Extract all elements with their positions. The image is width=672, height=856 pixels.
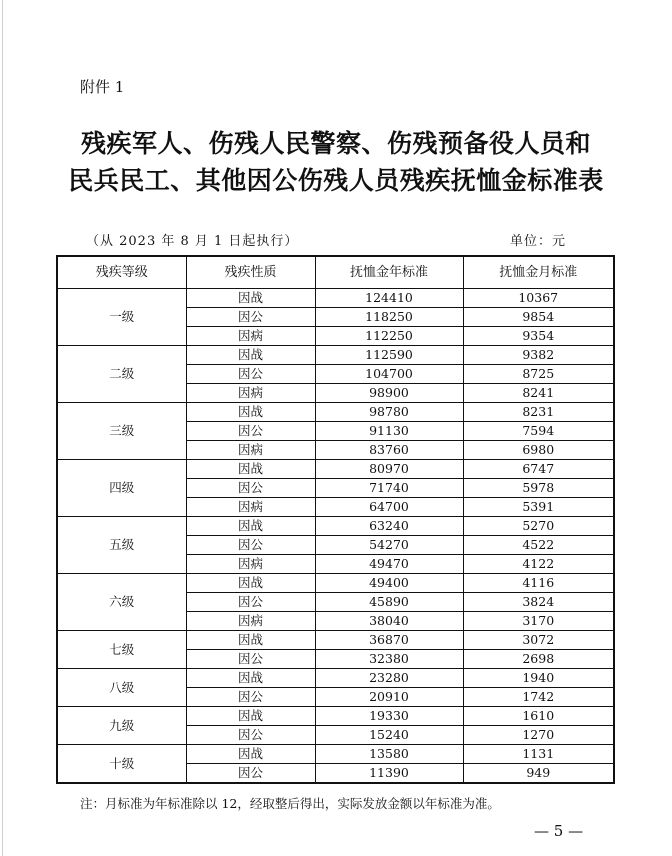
grade-cell: 五级 — [57, 517, 186, 574]
table-header-row — [57, 256, 614, 289]
grade-cell: 一级 — [57, 289, 186, 346]
annual-cell: 38040 — [315, 612, 463, 631]
annual-cell: 98900 — [315, 384, 463, 403]
monthly-cell: 6980 — [463, 441, 614, 460]
nature-cell: 因病 — [186, 555, 315, 574]
nature-cell: 因公 — [186, 422, 315, 441]
table-row — [57, 517, 614, 536]
table-row — [57, 460, 614, 479]
table-row — [57, 669, 614, 688]
monthly-cell: 949 — [463, 764, 614, 784]
grade-cell: 十级 — [57, 745, 186, 784]
annual-cell: 32380 — [315, 650, 463, 669]
header-disability-grade: 残疾等级 — [57, 256, 186, 289]
monthly-cell: 5270 — [463, 517, 614, 536]
monthly-cell: 3072 — [463, 631, 614, 650]
effective-date-note: （从 2023 年 8 月 1 日起执行） — [86, 234, 299, 249]
nature-cell: 因战 — [186, 745, 315, 764]
monthly-cell: 10367 — [463, 289, 614, 308]
table-row — [57, 289, 614, 308]
nature-cell: 因病 — [186, 327, 315, 346]
monthly-cell: 1610 — [463, 707, 614, 726]
footnote: 注：月标准为年标准除以 12，经取整后得出，实际发放金额以年标准为准。 — [80, 796, 500, 811]
monthly-cell: 5978 — [463, 479, 614, 498]
annual-cell: 118250 — [315, 308, 463, 327]
annual-cell: 63240 — [315, 517, 463, 536]
nature-cell: 因病 — [186, 384, 315, 403]
monthly-cell: 4522 — [463, 536, 614, 555]
attachment-label: 附件 1 — [80, 78, 125, 96]
nature-cell: 因战 — [186, 403, 315, 422]
table-row — [57, 745, 614, 764]
annual-cell: 91130 — [315, 422, 463, 441]
nature-cell: 因战 — [186, 669, 315, 688]
annual-cell: 45890 — [315, 593, 463, 612]
nature-cell: 因公 — [186, 593, 315, 612]
nature-cell: 因公 — [186, 536, 315, 555]
nature-cell: 因战 — [186, 346, 315, 365]
monthly-cell: 9854 — [463, 308, 614, 327]
nature-cell: 因病 — [186, 612, 315, 631]
nature-cell: 因战 — [186, 517, 315, 536]
page-number: — 5 — — [534, 822, 584, 840]
grade-cell: 二级 — [57, 346, 186, 403]
table-body — [57, 289, 614, 784]
table-row — [57, 403, 614, 422]
monthly-cell: 8241 — [463, 384, 614, 403]
annual-cell: 83760 — [315, 441, 463, 460]
annual-cell: 98780 — [315, 403, 463, 422]
annual-cell: 49470 — [315, 555, 463, 574]
monthly-cell: 8725 — [463, 365, 614, 384]
document-title-line-2: 民兵民工、其他因公伤残人员残疾抚恤金标准表 — [68, 166, 604, 195]
grade-cell: 四级 — [57, 460, 186, 517]
monthly-cell: 4122 — [463, 555, 614, 574]
annual-cell: 49400 — [315, 574, 463, 593]
monthly-cell: 9354 — [463, 327, 614, 346]
annual-cell: 54270 — [315, 536, 463, 555]
annual-cell: 112590 — [315, 346, 463, 365]
monthly-cell: 8231 — [463, 403, 614, 422]
annual-cell: 13580 — [315, 745, 463, 764]
nature-cell: 因公 — [186, 688, 315, 707]
annual-cell: 64700 — [315, 498, 463, 517]
annual-cell: 11390 — [315, 764, 463, 784]
pension-standard-table — [56, 255, 615, 784]
nature-cell: 因公 — [186, 479, 315, 498]
annual-cell: 23280 — [315, 669, 463, 688]
nature-cell: 因战 — [186, 707, 315, 726]
grade-cell: 三级 — [57, 403, 186, 460]
monthly-cell: 4116 — [463, 574, 614, 593]
grade-cell: 六级 — [57, 574, 186, 631]
annual-cell: 36870 — [315, 631, 463, 650]
annual-cell: 19330 — [315, 707, 463, 726]
monthly-cell: 1270 — [463, 726, 614, 745]
annual-cell: 124410 — [315, 289, 463, 308]
annual-cell: 112250 — [315, 327, 463, 346]
annual-cell: 80970 — [315, 460, 463, 479]
nature-cell: 因战 — [186, 574, 315, 593]
monthly-cell: 6747 — [463, 460, 614, 479]
header-annual-standard: 抚恤金年标准 — [315, 256, 463, 289]
table-row — [57, 631, 614, 650]
nature-cell: 因病 — [186, 441, 315, 460]
nature-cell: 因战 — [186, 289, 315, 308]
grade-cell: 八级 — [57, 669, 186, 707]
table-row — [57, 346, 614, 365]
monthly-cell: 2698 — [463, 650, 614, 669]
nature-cell: 因病 — [186, 498, 315, 517]
monthly-cell: 9382 — [463, 346, 614, 365]
nature-cell: 因公 — [186, 650, 315, 669]
nature-cell: 因公 — [186, 365, 315, 384]
monthly-cell: 5391 — [463, 498, 614, 517]
monthly-cell: 3170 — [463, 612, 614, 631]
monthly-cell: 1742 — [463, 688, 614, 707]
nature-cell: 因战 — [186, 460, 315, 479]
annual-cell: 15240 — [315, 726, 463, 745]
monthly-cell: 1940 — [463, 669, 614, 688]
nature-cell: 因公 — [186, 726, 315, 745]
nature-cell: 因公 — [186, 308, 315, 327]
grade-cell: 七级 — [57, 631, 186, 669]
document-title-line-1: 残疾军人、伤残人民警察、伤残预备役人员和 — [80, 129, 591, 158]
monthly-cell: 3824 — [463, 593, 614, 612]
annual-cell: 71740 — [315, 479, 463, 498]
monthly-cell: 1131 — [463, 745, 614, 764]
table-row — [57, 574, 614, 593]
monthly-cell: 7594 — [463, 422, 614, 441]
annual-cell: 20910 — [315, 688, 463, 707]
nature-cell: 因公 — [186, 764, 315, 784]
grade-cell: 九级 — [57, 707, 186, 745]
unit-note: 单位：元 — [510, 234, 567, 249]
nature-cell: 因战 — [186, 631, 315, 650]
annual-cell: 104700 — [315, 365, 463, 384]
header-disability-nature: 残疾性质 — [186, 256, 315, 289]
header-monthly-standard: 抚恤金月标准 — [463, 256, 614, 289]
table-row — [57, 707, 614, 726]
